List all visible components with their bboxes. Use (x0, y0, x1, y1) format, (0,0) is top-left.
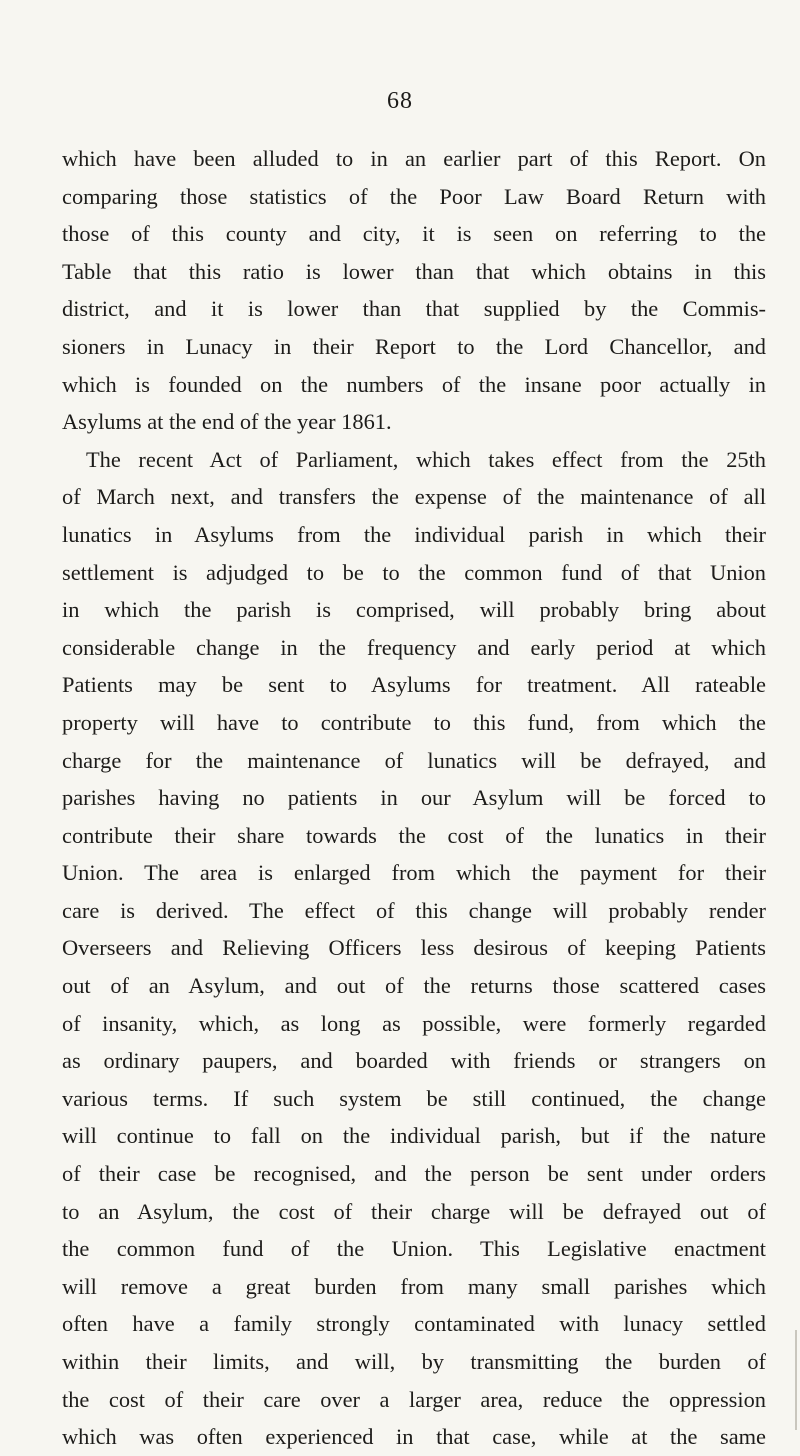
text-line: will continue to fall on the individual parish, but if the nature (62, 1123, 766, 1149)
text-line: charge for the maintenance of lunatics will be defrayed, and (62, 747, 766, 773)
text-line: property will have to contribute to this fund, from which the (62, 709, 766, 735)
text-line: which is founded on the numbers of the insane poor actually in (62, 371, 766, 397)
page-edge-shadow (795, 1330, 797, 1430)
text-line: lunatics in Asylums from the individual parish in which their (62, 521, 766, 547)
text-line: Table that this ratio is lower than that which obtains in this (62, 258, 766, 284)
text-line: the common fund of the Union. This Legislative enactment (62, 1236, 766, 1262)
text-line: Union. The area is enlarged from which the payment for their (62, 860, 766, 886)
text-line: out of an Asylum, and out of the returns those scattered cases (62, 973, 766, 999)
text-line: comparing those statistics of the Poor Law Board Return with (62, 183, 766, 209)
text-line: considerable change in the frequency and early period at which (62, 634, 766, 660)
page-number: 68 (387, 88, 413, 114)
text-line: care is derived. The effect of this change will probably render (62, 897, 766, 923)
text-line: of insanity, which, as long as possible, were formerly regarded (62, 1010, 766, 1036)
text-line: within their limits, and will, by transmitting the burden of (62, 1349, 766, 1374)
text-line: often have a family strongly contaminated with lunacy settled (62, 1311, 766, 1337)
text-line: of their case be recognised, and the person be sent under orders (62, 1161, 766, 1187)
text-line: The recent Act of Parliament, which takes effect from the 25th (86, 446, 766, 472)
text-line: Overseers and Relieving Officers less desirous of keeping Patients (62, 935, 766, 961)
text-line: Asylums at the end of the year 1861. (62, 409, 392, 435)
text-line: the cost of their care over a larger area, reduce the oppression (62, 1386, 766, 1412)
text-line: of March next, and transfers the expense of the maintenance of all (62, 484, 766, 510)
text-line: which was often experienced in that case, while at the same (62, 1424, 766, 1450)
text-line: sioners in Lunacy in their Report to the Lord Chancellor, and (62, 333, 766, 359)
text-line: parishes having no patients in our Asylum will be forced to (62, 785, 766, 811)
text-line: Patients may be sent to Asylums for treatment. All rateable (62, 672, 766, 698)
text-line: to an Asylum, the cost of their charge will be defrayed out of (62, 1198, 766, 1224)
text-line: various terms. If such system be still continued, the change (62, 1085, 766, 1111)
text-line: district, and it is lower than that supplied by the Commis- (62, 296, 766, 322)
text-line: settlement is adjudged to be to the common fund of that Union (62, 559, 766, 585)
text-line: which have been alluded to in an earlier part of this Report. On (62, 146, 766, 171)
text-line: will remove a great burden from many small parishes which (62, 1273, 766, 1299)
text-line: those of this county and city, it is seen on referring to the (62, 221, 766, 247)
text-line: in which the parish is comprised, will probably bring about (62, 597, 766, 623)
body-text (62, 140, 766, 1456)
text-line: as ordinary paupers, and boarded with friends or strangers on (62, 1048, 766, 1074)
text-line: contribute their share towards the cost of the lunatics in their (62, 822, 766, 848)
